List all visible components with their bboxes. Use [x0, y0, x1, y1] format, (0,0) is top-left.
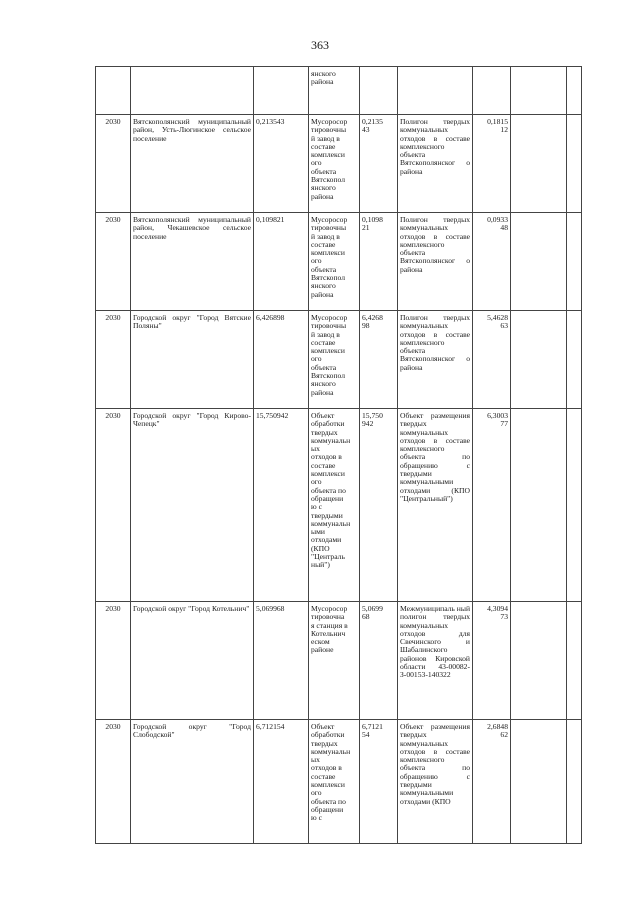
empty-cell: [567, 602, 582, 720]
municipality-cell: Городской округ "Город Слободской": [131, 720, 254, 844]
municipality-cell: Вятскополянский муниципальный район, Чекашевское сельское поселение: [131, 213, 254, 311]
volume-dest-cell: 6,3003 77: [473, 409, 511, 602]
volume-dest-cell: 4,3094 73: [473, 602, 511, 720]
destination-cell: Объект размещения твердых коммунальных отходов в составе комплексного объекта по обращению с твердыми коммунальными отходами (КПО: [398, 720, 473, 844]
object-cell: Мусоросор тировочны й завод в составе комплекси ого объекта Вятскопол янского района: [309, 311, 360, 409]
empty-cell: [567, 67, 582, 115]
continuation-row: [96, 67, 582, 115]
volume-object-cell: 6,4268 98: [360, 311, 398, 409]
volume-total-cell: [254, 67, 309, 115]
empty-cell: [511, 311, 567, 409]
empty-cell: [511, 602, 567, 720]
empty-cell: [567, 409, 582, 602]
year-cell: 2030: [96, 311, 131, 409]
volume-dest-cell: 5,4628 63: [473, 311, 511, 409]
volume-total-cell: 6,712154: [254, 720, 309, 844]
year-cell: 2030: [96, 409, 131, 602]
waste-flow-table: [95, 66, 582, 844]
volume-total-cell: 15,750942: [254, 409, 309, 602]
municipality-cell: Вятскополянский муниципальный район, Усть-Люгинское сельское поселение: [131, 115, 254, 213]
destination-cell: Объект размещения твердых коммунальных отходов в составе комплексного объекта по обращению с твердыми коммунальными отходами (КПО "Центральный"): [398, 409, 473, 602]
empty-cell: [511, 409, 567, 602]
empty-cell: [511, 720, 567, 844]
volume-object-cell: 0,1098 21: [360, 213, 398, 311]
destination-cell: Полигон твердых коммунальных отходов в составе комплексного объекта Вятскополянског о района: [398, 115, 473, 213]
volume-object-cell: 6,7121 54: [360, 720, 398, 844]
volume-total-cell: 6,426898: [254, 311, 309, 409]
empty-cell: [511, 213, 567, 311]
year-cell: 2030: [96, 602, 131, 720]
page-number: 363: [311, 38, 329, 52]
year-cell: 2030: [96, 213, 131, 311]
volume-total-cell: 0,109821: [254, 213, 309, 311]
empty-cell: [567, 720, 582, 844]
volume-object-cell: 15,750 942: [360, 409, 398, 602]
volume-dest-cell: 2,6848 62: [473, 720, 511, 844]
object-cell: Объект обработки твердых коммунальн ых отходов в составе комплекси ого объекта по обращени ю с: [309, 720, 360, 844]
object-cell: Мусоросор тировочны й завод в составе комплекси ого объекта Вятскопол янского района: [309, 115, 360, 213]
empty-cell: [567, 311, 582, 409]
empty-cell: [567, 213, 582, 311]
municipality-cell: Городской округ "Город Вятские Поляны": [131, 311, 254, 409]
volume-dest-cell: 0,1815 12: [473, 115, 511, 213]
volume-total-cell: 5,069968: [254, 602, 309, 720]
volume-object-cell: [360, 67, 398, 115]
table-row: [96, 602, 582, 720]
destination-cell: [398, 67, 473, 115]
object-cell: янского района: [309, 67, 360, 115]
volume-dest-cell: 0,0933 48: [473, 213, 511, 311]
municipality-cell: Городской округ "Город Кирово-Чепецк": [131, 409, 254, 602]
object-cell: Мусоросор тировочны й завод в составе комплекси ого объекта Вятскопол янского района: [309, 213, 360, 311]
municipality-cell: [131, 67, 254, 115]
destination-cell: Полигон твердых коммунальных отходов в составе комплексного объекта Вятскополянског о района: [398, 311, 473, 409]
year-cell: 2030: [96, 115, 131, 213]
destination-cell: Межмуниципаль ный полигон твердых коммунальных отходов для Свечинского и Шабалинского районов Кировской области 43-00082-З-00153-140322: [398, 602, 473, 720]
table-row: [96, 409, 582, 602]
year-cell: 2030: [96, 720, 131, 844]
table-row: [96, 115, 582, 213]
municipality-cell: Городской округ "Город Котельнич": [131, 602, 254, 720]
table-row: [96, 720, 582, 844]
table-row: [96, 311, 582, 409]
empty-cell: [511, 67, 567, 115]
volume-object-cell: 5,0699 68: [360, 602, 398, 720]
empty-cell: [567, 115, 582, 213]
volume-dest-cell: [473, 67, 511, 115]
volume-total-cell: 0,213543: [254, 115, 309, 213]
year-cell: [96, 67, 131, 115]
table-row: [96, 213, 582, 311]
object-cell: Объект обработки твердых коммунальн ых отходов в составе комплекси ого объекта по обращени ю с твердыми коммунальн ыми отходами (КПО "Централь ный"): [309, 409, 360, 602]
volume-object-cell: 0,2135 43: [360, 115, 398, 213]
destination-cell: Полигон твердых коммунальных отходов в составе комплексного объекта Вятскополянског о района: [398, 213, 473, 311]
empty-cell: [511, 115, 567, 213]
object-cell: Мусоросор тировочна я станция в Котельнич еском районе: [309, 602, 360, 720]
